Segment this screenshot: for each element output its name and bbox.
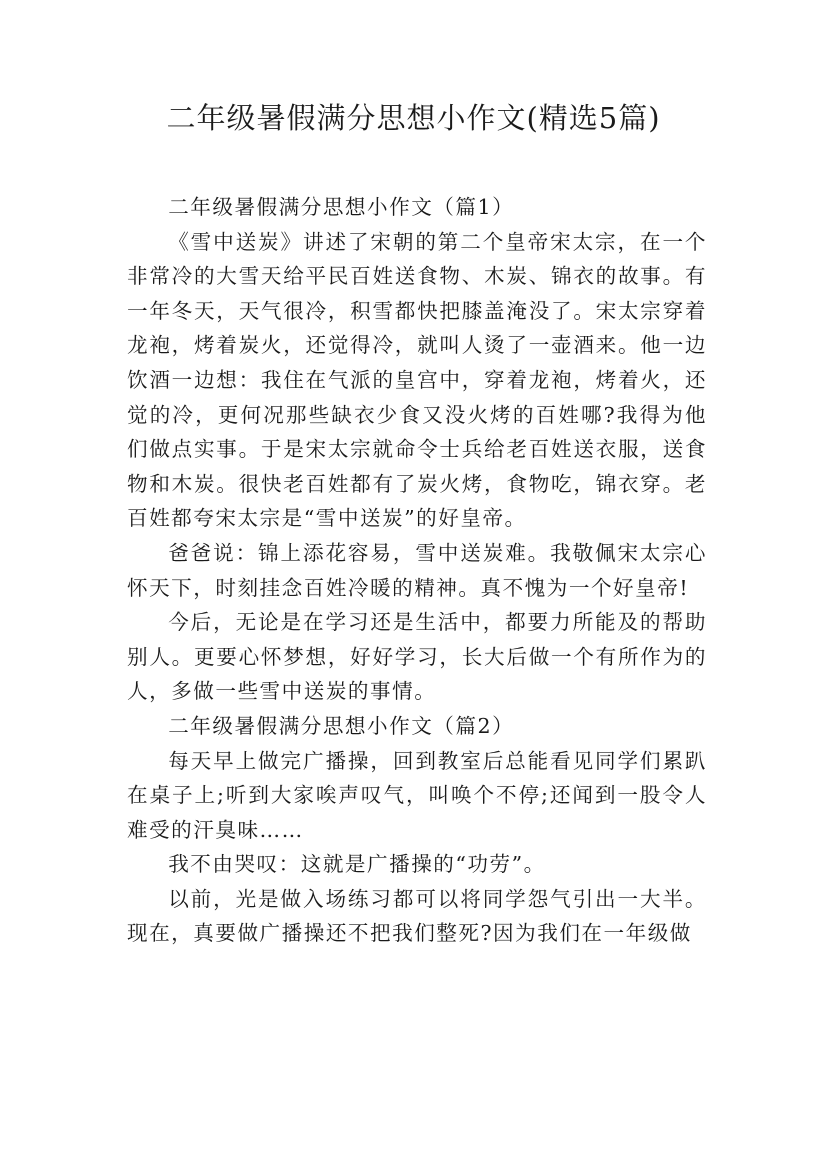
- paragraph: 《雪中送炭》讲述了宋朝的第二个皇帝宋太宗，在一个非常冷的大雪天给平民百姓送食物、木炭、锦衣的故事。有一年冬天，天气很冷，积雪都快把膝盖淹没了。宋太宗穿着龙袍，烤着炭火，还觉得冷，就叫人烫了一壶酒来。他一边饮酒一边想：我住在气派的皇宫中，穿着龙袍，烤着火，还觉的冷，更何况那些缺衣少食又没火烤的百姓哪?我得为他们做点实事。于是宋太宗就命令士兵给老百姓送衣服，送食物和木炭。很快老百姓都有了炭火烤，食物吃，锦衣穿。老百姓都夸宋太宗是“雪中送炭”的好皇帝。: [127, 229, 707, 531]
- paragraph: 我不由哭叹：这就是广播操的“功劳”。: [168, 852, 546, 877]
- section-heading-1: 二年级暑假满分思想小作文（篇1）: [168, 195, 515, 219]
- paragraph: 每天早上做完广播操，回到教室后总能看见同学们累趴在桌子上;听到大家唉声叹气，叫唤个不停;还闻到一股令人难受的汗臭味……: [127, 748, 707, 842]
- paragraph: 今后，无论是在学习还是生活中，都要力所能及的帮助别人。更要心怀梦想，好好学习，长大后做一个有所作为的人，多做一些雪中送炭的事情。: [127, 610, 707, 704]
- paragraph: 爸爸说：锦上添花容易，雪中送炭难。我敬佩宋太宗心怀天下，时刻挂念百姓冷暖的精神。真不愧为一个好皇帝!: [127, 540, 707, 600]
- paragraph: 以前，光是做入场练习都可以将同学怨气引出一大半。现在，真要做广播操还不把我们整死?因为我们在一年级做: [127, 886, 707, 946]
- document-title: 二年级暑假满分思想小作文(精选5篇): [166, 101, 661, 135]
- document-body: [127, 190, 707, 951]
- section-heading-2: 二年级暑假满分思想小作文（篇2）: [168, 713, 515, 738]
